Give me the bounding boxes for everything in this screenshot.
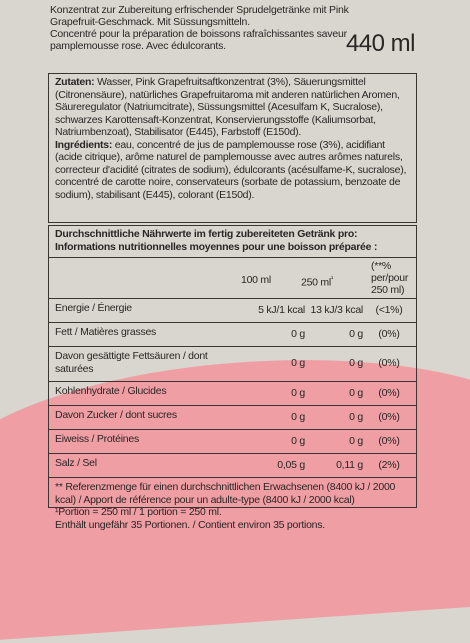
value-100ml: 0,05 g [277,459,305,471]
column-100ml: 100 ml [241,274,272,286]
ingredients-de-text: Wasser, Pink Grapefruitsaftkonzentrat (3%), Säuerungsmittel (Citronensäure), natürliches Grapefruitaroma mit anderen natürlichen Aromen, Säureregulator (Natriumcitrate), Süssungsmittel (Acesulfam K, Sucralose), schwarzes Karottensaft-Konzentrat, Konservierungsstoffe (Kaliumsorbat, Natriumbenzoat), Stabilisator (E445), Farbstoff (E150d). [55,76,400,138]
description-fr: Concentré pour la préparation de boissons rafraîchissantes saveur pamplemousse rose. Avec édulcorants. [50,28,347,52]
value-250ml: 0,11 g [336,459,363,471]
value-reference: (0%) [378,328,400,340]
value-reference: (<1%) [375,304,403,316]
column-250ml-mark: ¹ [331,276,334,283]
nutrient-label: Eiweiss / Protéines [55,433,139,445]
nutrition-row [49,346,416,381]
nutrient-label: Davon gesättigte Fettsäuren / dont saturées [55,350,208,375]
nutrition-row [49,453,416,477]
nutrition-title-fr: Informations nutritionnelles moyennes pour une boisson préparée : [55,240,378,253]
nutrition-title [49,226,416,253]
nutrient-label: Kohlenhydrate / Glucides [55,385,167,397]
nutrition-rows [49,298,416,477]
label-panel [48,0,423,531]
value-100ml: 0 g [291,328,305,340]
value-250ml: 13 kJ/3 kcal [310,304,363,316]
value-reference: (0%) [378,435,400,447]
value-reference: (0%) [378,411,400,423]
nutrient-label: Salz / Sel [55,457,97,469]
value-250ml: 0 g [349,387,363,399]
column-250ml [301,274,333,289]
value-250ml: 0 g [349,328,363,340]
value-100ml: 5 kJ/1 kcal [258,304,305,316]
nutrition-footnotes [49,477,416,531]
value-250ml: 0 g [349,411,363,423]
nutrition-row [49,405,416,429]
nutrition-title-de: Durchschnittliche Nährwerte im fertig zubereiteten Getränk pro: [55,228,358,240]
value-100ml: 0 g [291,411,305,423]
value-reference: (0%) [378,357,400,369]
footnote-count: Enthält ungefähr 35 Portionen. / Contient environ 35 portions. [55,518,325,531]
value-reference: (0%) [378,387,400,399]
nutrition-row [49,381,416,405]
nutrition-table [48,225,417,531]
nutrition-row [49,429,416,453]
nutrient-label: Davon Zucker / dont sucres [55,409,177,421]
nutrient-label: Fett / Matières grasses [55,326,157,338]
nutrition-row [49,298,416,322]
value-100ml: 0 g [291,435,305,447]
nutrition-row [49,322,416,346]
description-de: Konzentrat zur Zubereitung erfrischender Sprudelgetränke mit Pink Grapefruit-Geschmack. Mit Süssungsmitteln. [50,4,349,28]
nutrient-label: Energie / Énergie [55,302,132,314]
ingredients-fr-label: Ingrédients: [55,138,113,151]
ingredients-box [48,73,417,223]
volume-label: 440 ml [345,30,415,57]
footnote-portion: ¹Portion = 250 ml / 1 portion = 250 ml. [55,506,222,518]
column-250ml-label: 250 ml [301,276,332,289]
value-100ml: 0 g [291,387,305,399]
footnote-reference: ** Referenzmenge für einen durchschnittlichen Erwachsenen (8400 kJ / 2000 kcal) / Apport de référence pour un adulte-type (8400 kJ / 2000 kcal) [55,481,396,506]
value-250ml: 0 g [349,435,363,447]
value-100ml: 0 g [291,357,305,369]
column-reference: (**% per/pour 250 ml) [371,260,409,296]
ingredients-de-label: Zutaten: [55,76,95,88]
value-reference: (2%) [378,459,400,471]
value-250ml: 0 g [349,357,363,369]
ingredients-fr-text: eau, concentré de jus de pamplemousse rose (3%), acidifiant (acide citrique), arôme naturel de pamplemousse avec autres arômes naturels, correcteur d'acidité (citrates de sodium), édulcorants (acésulfame-K, sucralose), concentré de carotte noire, conservateurs (sorbate de potassium, benzoate de sodium), stabilisant (E445), colorant (E150d). [55,138,407,201]
nutrition-header-row [49,257,416,298]
